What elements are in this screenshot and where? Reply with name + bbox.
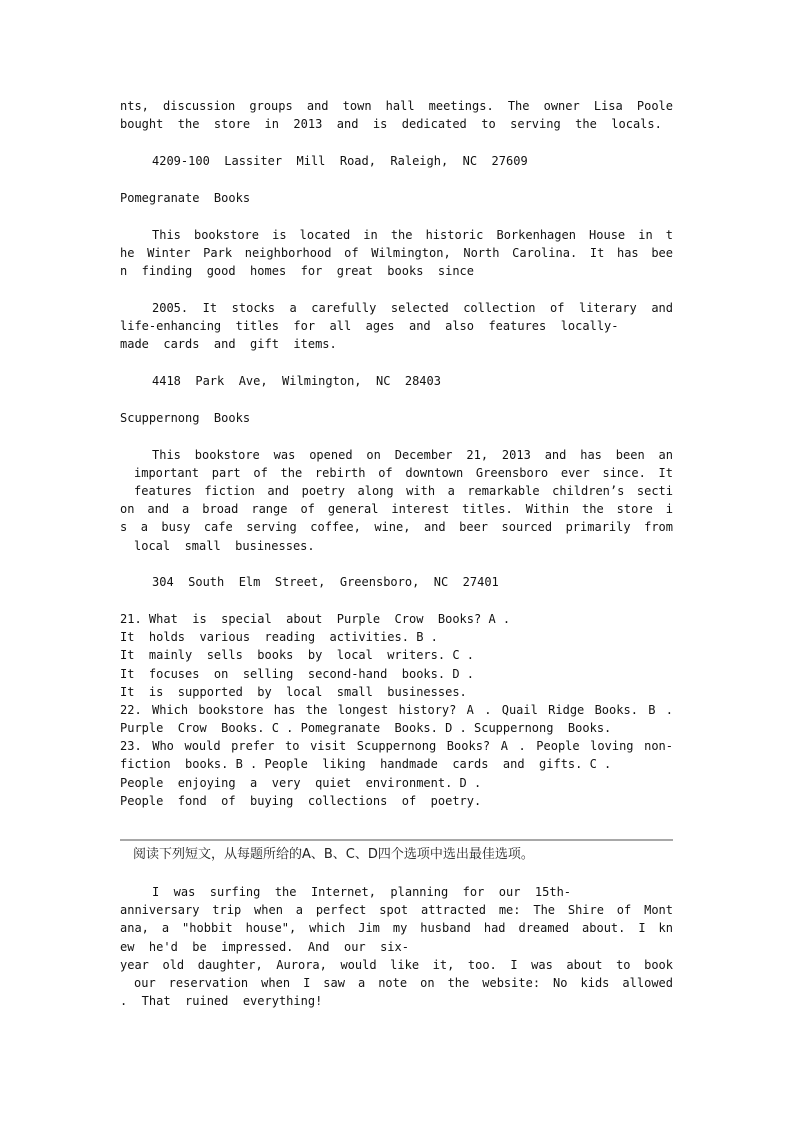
question-23-option-c: People enjoying a very quiet environment. D . xyxy=(120,776,482,790)
question-21-stem: 21. What is special about Purple Crow Books? A . xyxy=(120,612,511,626)
passage1-line-1: nts, discussion groups and town hall meetings. The owner Lisa Poole xyxy=(120,99,673,113)
passage2-line-3: ana, a "hobbit house", which Jim my husband had dreamed about. I kn xyxy=(120,921,673,935)
pomegranate-line-5: life-enhancing titles for all ages and also features locally- xyxy=(120,319,619,333)
question-21-option-c: It focuses on selling second-hand books. D . xyxy=(120,667,475,681)
scuppernong-line-2: important part of the rebirth of downtown Greensboro ever since. It xyxy=(134,466,673,480)
address-scuppernong: 304 South Elm Street, Greensboro, NC 27401 xyxy=(152,575,499,589)
passage2-line-4: ew he'd be impressed. And our six- xyxy=(120,940,409,954)
question-23-stem: 23. Who would prefer to visit Scuppernong Books? A . People loving non- xyxy=(120,739,673,753)
pomegranate-line-4: 2005. It stocks a carefully selected collection of literary and xyxy=(152,301,673,315)
passage2-line-2: anniversary trip when a perfect spot attracted me: The Shire of Mont xyxy=(120,903,673,917)
passage2-line-6: our reservation when I saw a note on the website: No kids allowed xyxy=(134,976,673,990)
passage1-line-2: bought the store in 2013 and is dedicated to serving the locals. xyxy=(120,117,662,131)
bookstore-title-scuppernong: Scuppernong Books xyxy=(120,411,251,425)
question-22-options: Purple Crow Books. C . Pomegranate Books. D . Scuppernong Books. xyxy=(120,721,612,735)
passage2-line-5: year old daughter, Aurora, would like it, too. I was about to book xyxy=(120,958,673,972)
scuppernong-line-4: on and a broad range of general interest titles. Within the store i xyxy=(120,502,673,516)
pomegranate-line-1: This bookstore is located in the historic Borkenhagen House in t xyxy=(152,228,673,242)
pomegranate-line-6: made cards and gift items. xyxy=(120,337,337,351)
question-22-stem: 22. Which bookstore has the longest history? A . Quail Ridge Books. B . xyxy=(120,703,673,717)
question-21-option-a: It holds various reading activities. B . xyxy=(120,630,438,644)
pomegranate-line-2: he Winter Park neighborhood of Wilmington, North Carolina. It has bee xyxy=(120,246,673,260)
address-purple-crow: 4209-100 Lassiter Mill Road, Raleigh, NC 27609 xyxy=(152,154,528,168)
passage2-line-1: I was surfing the Internet, planning for our 15th- xyxy=(152,885,572,899)
passage2-line-7: . That ruined everything! xyxy=(120,994,323,1008)
bookstore-title-pomegranate: Pomegranate Books xyxy=(120,191,251,205)
pomegranate-line-3: n finding good homes for great books since xyxy=(120,264,475,278)
question-21-option-b: It mainly sells books by local writers. C . xyxy=(120,648,475,662)
section-instruction: 阅读下列短文，从每题所给的A、B、C、D四个选项中选出最佳选项。 xyxy=(133,847,534,862)
address-pomegranate: 4418 Park Ave, Wilmington, NC 28403 xyxy=(152,374,441,388)
question-21-option-d: It is supported by local small businesses. xyxy=(120,685,467,699)
question-23-option-b: fiction books. B . People liking handmade cards and gifts. C . xyxy=(120,757,612,771)
question-23-option-d: People fond of buying collections of poetry. xyxy=(120,794,482,808)
section-divider xyxy=(120,839,673,841)
scuppernong-line-3: features fiction and poetry along with a remarkable children’s secti xyxy=(134,484,673,498)
scuppernong-line-1: This bookstore was opened on December 21, 2013 and has been an xyxy=(152,448,673,462)
scuppernong-line-6: local small businesses. xyxy=(134,539,315,553)
scuppernong-line-5: s a busy cafe serving coffee, wine, and beer sourced primarily from xyxy=(120,520,673,534)
